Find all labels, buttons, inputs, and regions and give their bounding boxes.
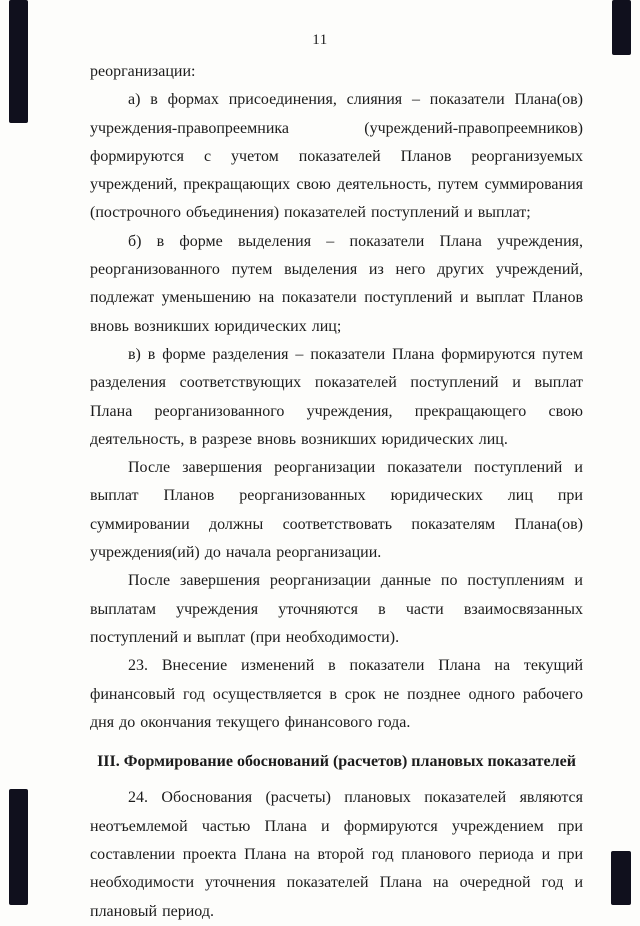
section-heading-iii: III. Формирование обоснований (расчетов) плановых показателей: [97, 753, 576, 771]
paragraph-reorganization-continuation: реорганизации:: [90, 63, 196, 80]
page-number: 11: [312, 32, 328, 48]
scan-artifact-bottom-right: [611, 851, 631, 905]
paragraph-item-b-spinoff: б) в форме выделения – показатели Плана учреждения, реорганизованного путем выделения из него других учреждений, подлежат уменьшению на показатели поступлений и выплат Планов вновь возникших юридических лиц;: [90, 232, 583, 335]
paragraph-item-a-merger: а) в формах присоединения, слияния – показатели Плана(ов) учреждения-правопреемника (учреждений-правопреемников) формируются с учетом показателей Планов реорганизуемых учреждений, прекращающих свою деятельность, путем суммирования (построчного объединения) показателей поступлений и выплат;: [90, 91, 583, 222]
paragraph-after-reorganization-clarification: После завершения реорганизации данные по поступлениям и выплатам учреждения уточняются в части взаимосвязанных поступлений и выплат (при необходимости).: [90, 572, 583, 646]
paragraph-after-reorganization-totals: После завершения реорганизации показатели поступлений и выплат Планов реорганизованных юридических лиц при суммировании должны соответствовать показателям Плана(ов) учреждения(ий) до начала реорганизации.: [90, 459, 583, 562]
paragraph-clause-24: 24. Обоснования (расчеты) плановых показателей являются неотъемлемой частью Плана и формируются учреждением при составлении проекта Плана на второй год планового периода и при необходимости уточнения показателей Плана на очередной год и плановый период.: [90, 789, 583, 920]
scan-artifact-top-right: [612, 0, 631, 55]
paragraph-item-v-division: в) в форме разделения – показатели Плана формируются путем разделения соответствующих показателей поступлений и выплат Плана реорганизованного учреждения, прекращающего свою деятельность, в разрезе вновь возникших юридических лиц.: [90, 345, 583, 448]
paragraph-clause-23: 23. Внесение изменений в показатели Плана на текущий финансовый год осуществляется в срок не позднее одного рабочего дня до окончания текущего финансового года.: [90, 657, 583, 731]
document-body: [90, 58, 583, 926]
scan-artifact-bottom-left: [9, 789, 28, 905]
scan-artifact-top-left: [9, 0, 28, 123]
